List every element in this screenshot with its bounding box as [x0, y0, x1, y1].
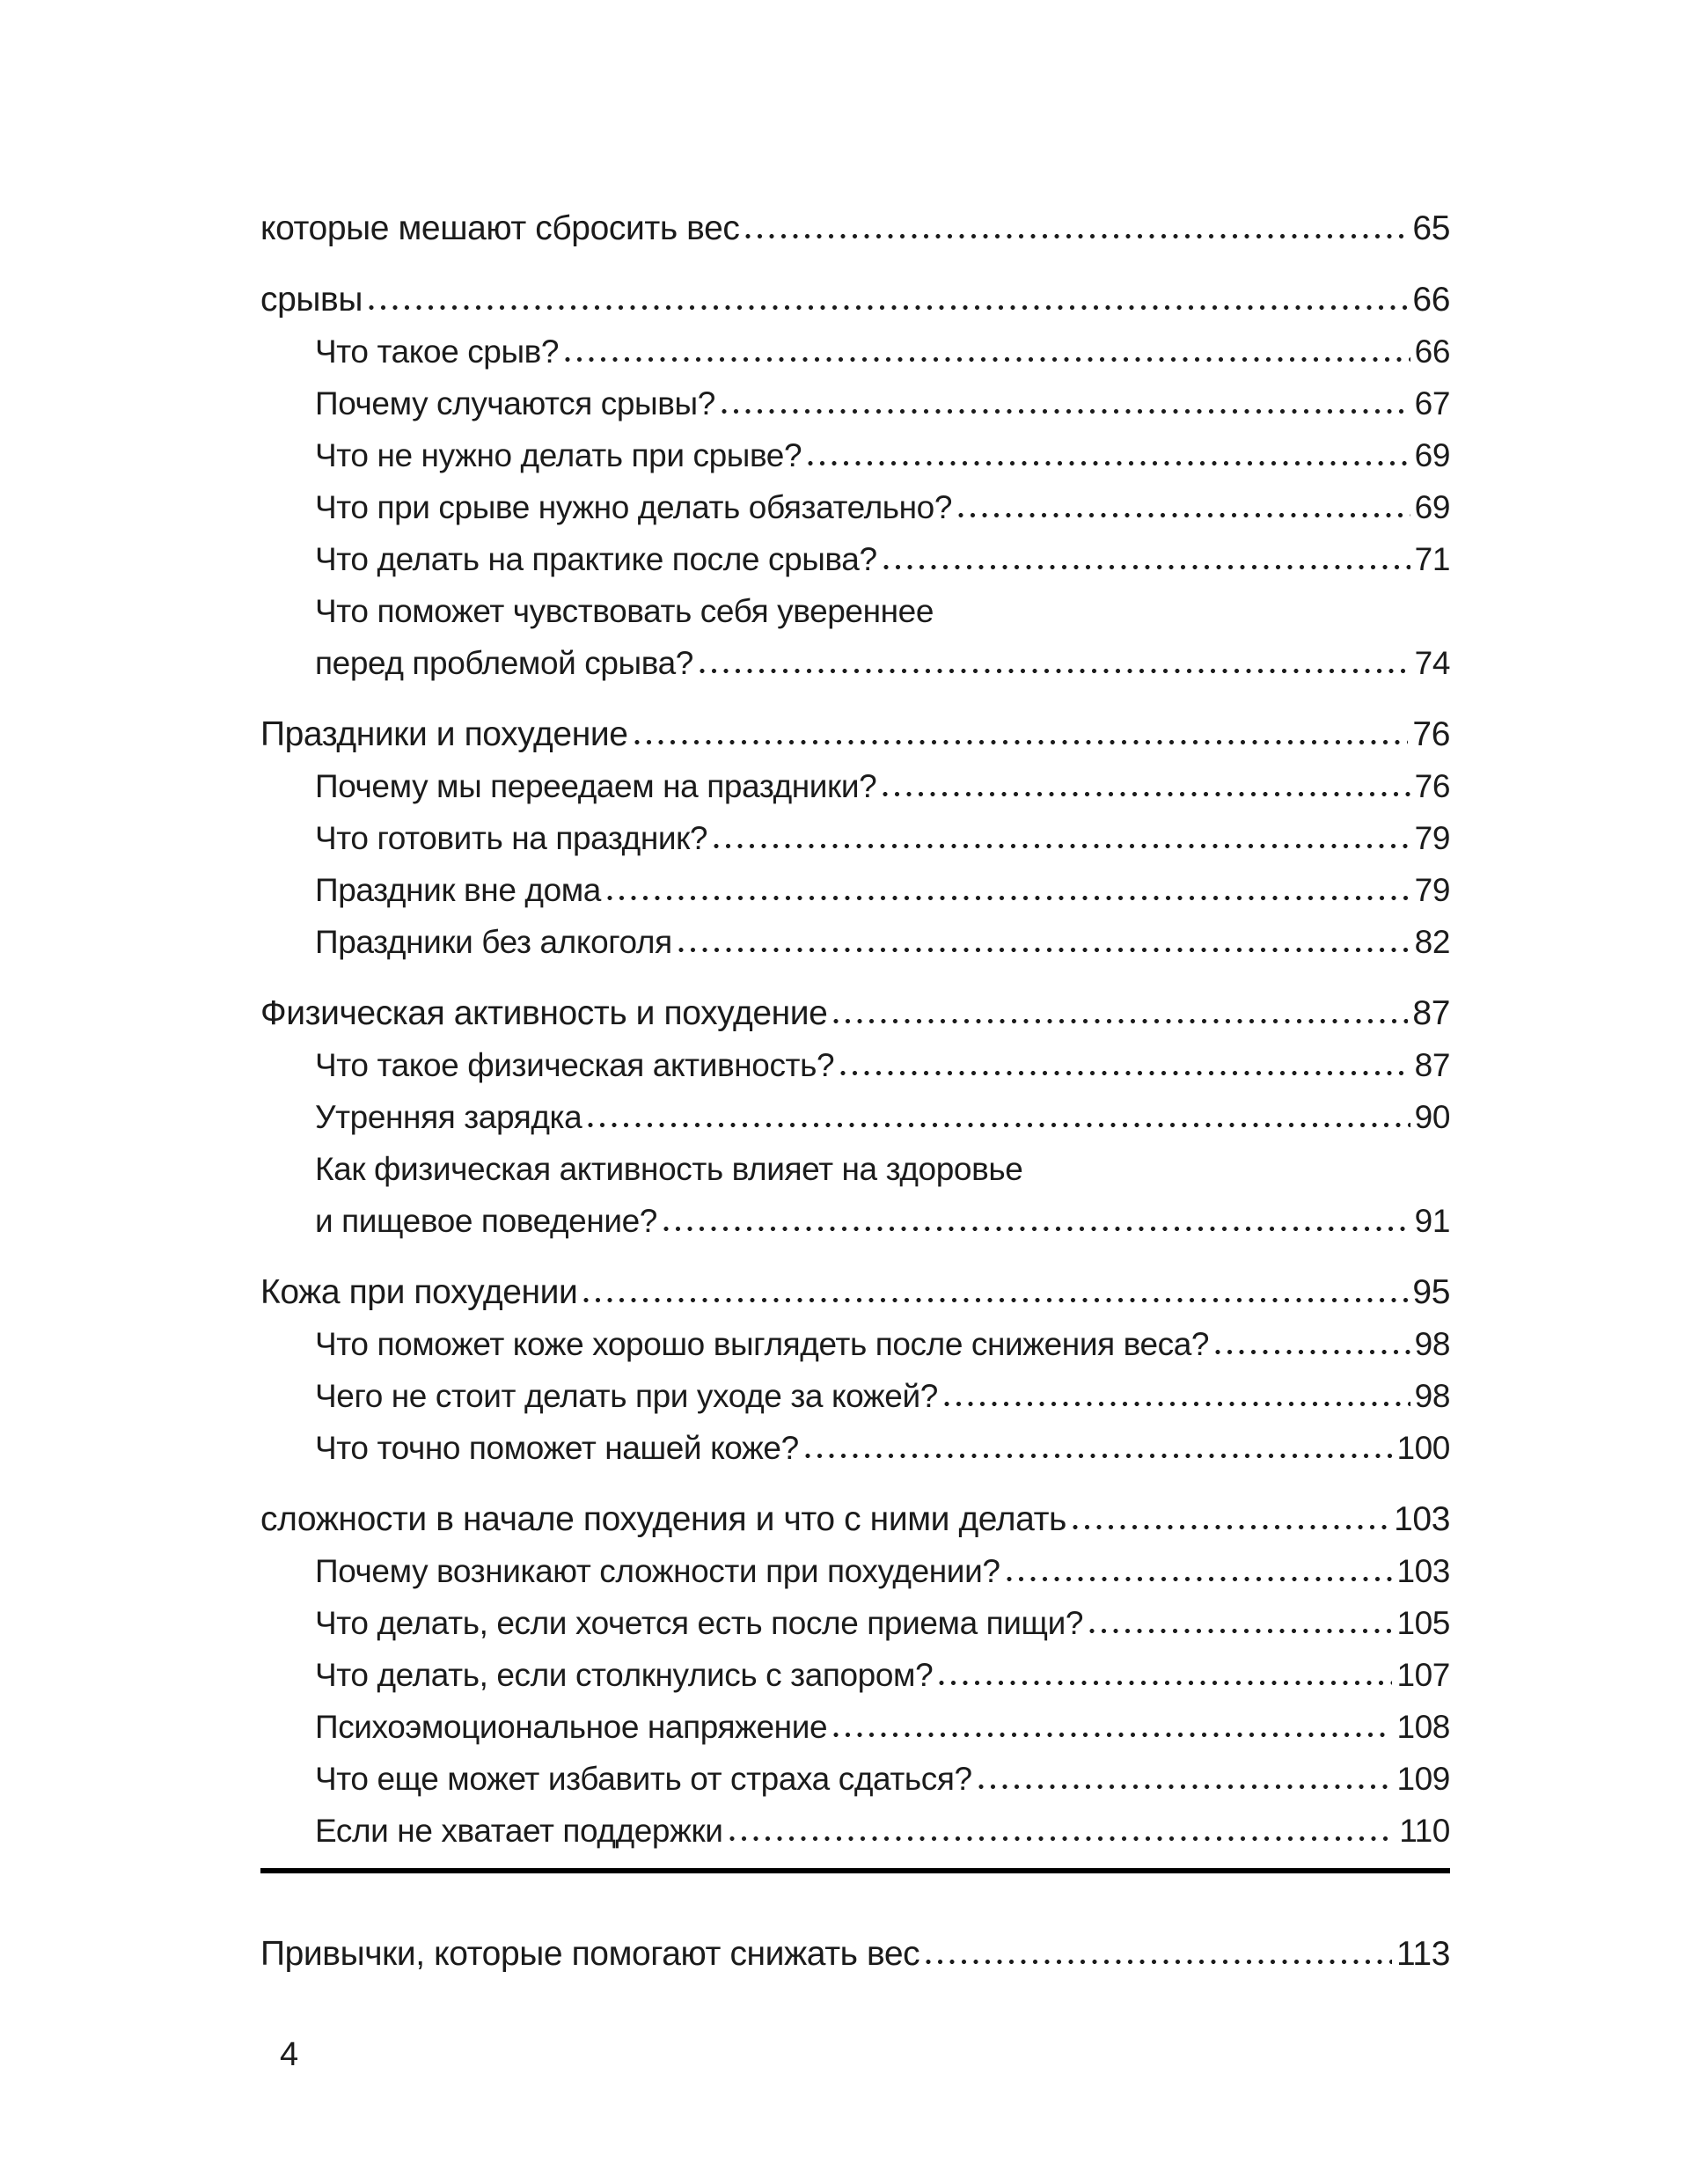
toc-entry-line [260, 1701, 1450, 1753]
toc-page-number: 109 [1396, 1761, 1450, 1797]
toc-entry-line [260, 1649, 1450, 1701]
toc-page-number: 79 [1414, 820, 1450, 856]
toc-page-number: 71 [1414, 541, 1450, 577]
toc-entry-title: Что готовить на праздник? [315, 820, 708, 856]
toc-entry-title: Почему случаются срывы? [315, 385, 715, 421]
toc-dot-leader [1089, 1628, 1392, 1634]
toc-entry-title: Праздники без алкоголя [315, 924, 672, 960]
toc-dot-leader [939, 1680, 1392, 1686]
toc-entry [260, 202, 1450, 254]
table-of-contents [260, 202, 1450, 1980]
toc-entry-line [260, 429, 1450, 481]
toc-page-number: 69 [1414, 437, 1450, 473]
toc-page-number: 100 [1396, 1430, 1450, 1466]
toc-page-number: 103 [1396, 1553, 1450, 1589]
toc-dot-leader [745, 233, 1408, 239]
toc-entry-title: Психоэмоциональное напряжение [315, 1709, 828, 1745]
toc-dot-leader [805, 1453, 1393, 1459]
toc-dot-leader [1215, 1349, 1410, 1355]
toc-page-number: 103 [1394, 1500, 1450, 1538]
toc-entry [260, 1753, 1450, 1805]
toc-dot-leader [883, 791, 1410, 797]
toc-entry [260, 987, 1450, 1039]
toc-page-number: 67 [1414, 385, 1450, 421]
toc-entry-title: Кожа при похудении [260, 1273, 578, 1311]
toc-entry-title: и пищевое поведение? [315, 1203, 657, 1239]
toc-entry-line [260, 1597, 1450, 1649]
toc-entry [260, 1545, 1450, 1597]
toc-entry [260, 708, 1450, 760]
toc-entry [260, 429, 1450, 481]
toc-page-number: 110 [1399, 1813, 1450, 1849]
toc-entry-line [260, 864, 1450, 916]
toc-entry [260, 1143, 1450, 1247]
toc-entry-line [260, 1545, 1450, 1597]
toc-entry-title: сложности в начале похудения и что с ними делать [260, 1500, 1066, 1538]
toc-entry [260, 326, 1450, 377]
toc-dot-leader [1073, 1524, 1389, 1530]
toc-page-number: 66 [1412, 281, 1450, 319]
toc-entry-line [260, 1266, 1450, 1318]
toc-entry-line [260, 1422, 1450, 1474]
toc-entry [260, 1091, 1450, 1143]
toc-dot-leader [700, 668, 1410, 674]
toc-entry-line [260, 916, 1450, 968]
toc-entry [260, 916, 1450, 968]
toc-dot-leader [883, 564, 1410, 570]
toc-entry [260, 274, 1450, 326]
toc-page-number: 74 [1414, 645, 1450, 681]
toc-entry [260, 1370, 1450, 1422]
toc-dot-leader [607, 895, 1410, 901]
toc-dot-leader [833, 1732, 1392, 1738]
toc-entry-title: Что такое срыв? [315, 333, 560, 370]
toc-entry-title: Физическая активность и похудение [260, 994, 828, 1032]
section-divider-rule [260, 1868, 1450, 1873]
toc-entry [260, 377, 1450, 429]
toc-page-number: 91 [1414, 1203, 1450, 1239]
toc-entry-line [260, 377, 1450, 429]
toc-dot-leader [634, 739, 1409, 745]
toc-entry-line [260, 1753, 1450, 1805]
toc-entry-title: срывы [260, 281, 363, 319]
toc-entry-title: Почему мы переедаем на праздники? [315, 768, 877, 804]
toc-dot-leader [978, 1784, 1393, 1790]
toc-page-number: 76 [1412, 715, 1450, 753]
toc-page-number: 87 [1414, 1047, 1450, 1083]
toc-entry [260, 585, 1450, 689]
toc-entry-line [260, 202, 1450, 254]
toc-entry-line [260, 274, 1450, 326]
toc-page-number: 66 [1414, 333, 1450, 370]
toc-entry-line [260, 1143, 1450, 1195]
toc-entry-line [260, 637, 1450, 689]
toc-dot-leader [729, 1836, 1396, 1842]
toc-entry [260, 1597, 1450, 1649]
toc-entry-title: Что точно поможет нашей коже? [315, 1430, 799, 1466]
toc-entry [260, 1266, 1450, 1318]
toc-page-number: 98 [1414, 1326, 1450, 1362]
toc-entry [260, 1493, 1450, 1545]
toc-entry-title: Что делать на практике после срыва? [315, 541, 877, 577]
toc-page-number: 87 [1412, 994, 1450, 1032]
toc-entry-line [260, 812, 1450, 864]
toc-entry [260, 1649, 1450, 1701]
toc-dot-leader [958, 512, 1410, 518]
toc-dot-leader [663, 1226, 1410, 1232]
toc-entry-line [260, 533, 1450, 585]
toc-entry-title: Что делать, если столкнулись с запором? [315, 1657, 934, 1693]
toc-dot-leader [1007, 1576, 1393, 1582]
toc-entry [260, 533, 1450, 585]
toc-dot-leader [678, 947, 1410, 953]
toc-entry-line [260, 760, 1450, 812]
toc-entry-title: перед проблемой срыва? [315, 645, 693, 681]
toc-page-number: 65 [1412, 209, 1450, 247]
toc-entry [260, 1039, 1450, 1091]
toc-entry-title: Если не хватает поддержки [315, 1813, 723, 1849]
toc-entry-line [260, 1928, 1450, 1980]
toc-page-number: 76 [1414, 768, 1450, 804]
toc-dot-leader [565, 356, 1410, 363]
toc-entry-title: Что делать, если хочется есть после приема пищи? [315, 1605, 1084, 1641]
toc-entry-title: Как физическая активность влияет на здоровье [315, 1151, 1023, 1187]
toc-entry-line [260, 1318, 1450, 1370]
toc-page-number: 107 [1396, 1657, 1450, 1693]
toc-dot-leader [926, 1959, 1392, 1965]
toc-page-number: 69 [1414, 489, 1450, 525]
toc-entry-title: которые мешают сбросить вес [260, 209, 740, 247]
toc-page-number: 90 [1414, 1099, 1450, 1135]
toc-dot-leader [722, 408, 1410, 414]
toc-dot-leader [583, 1297, 1408, 1303]
toc-page-number: 113 [1396, 1935, 1450, 1973]
toc-entry-title: Чего не стоит делать при уходе за кожей? [315, 1378, 938, 1414]
toc-entry [260, 760, 1450, 812]
toc-entry-title: Утренняя зарядка [315, 1099, 582, 1135]
toc-entry [260, 1701, 1450, 1753]
toc-entry-title: Привычки, которые помогают снижать вес [260, 1935, 920, 1973]
toc-entry-line [260, 1805, 1450, 1857]
toc-dot-leader [369, 304, 1408, 311]
toc-entry-line [260, 1039, 1450, 1091]
toc-entry-line [260, 585, 1450, 637]
toc-entry [260, 1318, 1450, 1370]
toc-entry-line [260, 1091, 1450, 1143]
toc-dot-leader [588, 1122, 1410, 1128]
toc-entry-title: Что такое физическая активность? [315, 1047, 835, 1083]
toc-entry [260, 481, 1450, 533]
toc-page-number: 79 [1414, 872, 1450, 908]
toc-entry-title: Что при срыве нужно делать обязательно? [315, 489, 953, 525]
toc-entry-title: Праздники и похудение [260, 715, 628, 753]
toc-entry-line [260, 1493, 1450, 1545]
toc-page-number: 82 [1414, 924, 1450, 960]
toc-entry [260, 812, 1450, 864]
toc-entry-title: Праздник вне дома [315, 872, 601, 908]
toc-entry-title: Что поможет чувствовать себя увереннее [315, 593, 934, 629]
footer-page-number: 4 [280, 2036, 298, 2073]
toc-dot-leader [944, 1401, 1410, 1407]
toc-dot-leader [808, 460, 1410, 466]
toc-entry [260, 1422, 1450, 1474]
toc-entry-line [260, 987, 1450, 1039]
toc-entry-line [260, 326, 1450, 377]
toc-page-number: 95 [1412, 1273, 1450, 1311]
toc-entry-title: Что еще может избавить от страха сдаться? [315, 1761, 972, 1797]
toc-page-number: 105 [1396, 1605, 1450, 1641]
toc-entry [260, 1928, 1450, 1980]
toc-entry-title: Что поможет коже хорошо выглядеть после снижения веса? [315, 1326, 1210, 1362]
toc-page-number: 108 [1396, 1709, 1450, 1745]
toc-entry-line [260, 1195, 1450, 1247]
toc-entry [260, 864, 1450, 916]
toc-entry-line [260, 481, 1450, 533]
toc-entry-title: Что не нужно делать при срыве? [315, 437, 802, 473]
toc-entry-title: Почему возникают сложности при похудении? [315, 1553, 1000, 1589]
toc-page-number: 98 [1414, 1378, 1450, 1414]
toc-entry [260, 1805, 1450, 1857]
toc-dot-leader [840, 1070, 1410, 1076]
toc-dot-leader [833, 1018, 1408, 1024]
toc-entry-line [260, 708, 1450, 760]
toc-entry-line [260, 1370, 1450, 1422]
toc-dot-leader [714, 843, 1410, 849]
